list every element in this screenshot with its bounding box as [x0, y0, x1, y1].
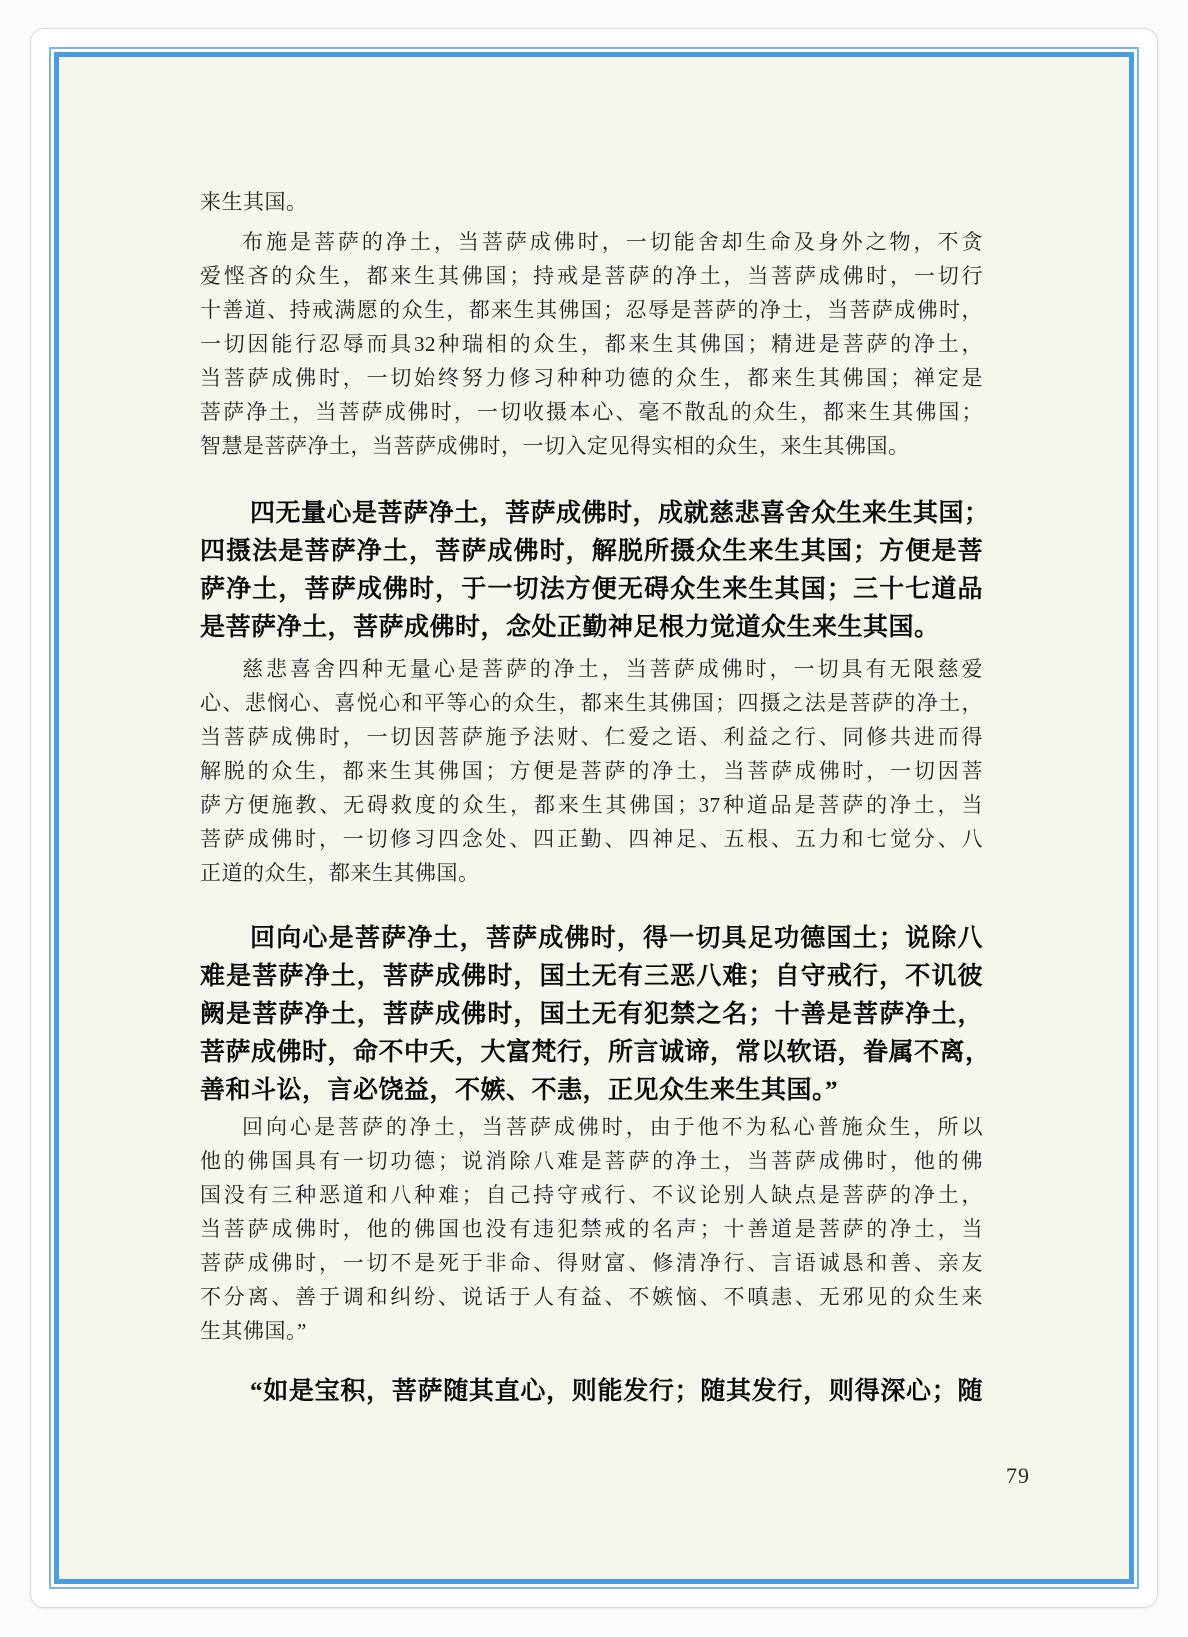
page-number: 79: [1006, 1463, 1030, 1488]
text-line: 不分离、善于调和纠纷、说话于人有益、不嫉恼、不嗔恚、无邪见的众生来: [200, 1285, 983, 1309]
text-line: 萨方便施教、无碍救度的众生，都来生其佛国；37种道品是菩萨的净土，当: [200, 793, 983, 817]
text-line: 一切因能行忍辱而具32种瑞相的众生，都来生其佛国；精进是菩萨的净土，: [200, 332, 983, 356]
book-page-card: [30, 28, 1158, 1608]
text-line: 是菩萨净土，菩萨成佛时，念处正勤神足根力觉道众生来生其国。: [200, 614, 940, 641]
text-line: 国没有三种恶道和八种难；自己持守戒行、不议论别人缺点是菩萨的净土，: [200, 1183, 983, 1207]
commentary-paragraph: [200, 185, 983, 219]
text-line: 善和斗讼，言必饶益，不嫉、不恚，正见众生来生其国。”: [200, 1077, 839, 1104]
text-line: 当菩萨成佛时，一切始终努力修习种种功德的众生，都来生其佛国；禅定是: [200, 366, 983, 390]
text-line: 正道的众生，都来生其佛国。: [200, 861, 480, 885]
page-paper: [59, 57, 1129, 1579]
text-line: 布施是菩萨的净土，当菩萨成佛时，一切能舍却生命及身外之物，不贪: [242, 230, 983, 254]
text-line: 十善道、持戒满愿的众生，都来生其佛国；忍辱是菩萨的净土，当菩萨成佛时，: [200, 298, 983, 322]
text-line: 智慧是菩萨净土，当菩萨成佛时，一切入定见得实相的众生，来生其佛国。: [200, 434, 910, 458]
text-line: 难是菩萨净土，菩萨成佛时，国土无有三恶八难；自守戒行，不讥彼: [200, 963, 983, 990]
decorative-frame-inner: [54, 52, 1134, 1584]
text-line: 他的佛国具有一切功德；说消除八难是菩萨的净土，当菩萨成佛时，他的佛: [200, 1149, 983, 1173]
commentary-paragraph: [200, 1110, 983, 1348]
text-line: 当菩萨成佛时，他的佛国也没有违犯禁戒的名声；十善道是菩萨的净土，当: [200, 1217, 983, 1241]
text-line: 解脱的众生，都来生其佛国；方便是菩萨的净土，当菩萨成佛时，一切因菩: [200, 759, 983, 783]
text-line: 阙是菩萨净土，菩萨成佛时，国土无有犯禁之名；十善是菩萨净土，: [200, 1001, 983, 1028]
text-line: 四摄法是菩萨净土，菩萨成佛时，解脱所摄众生来生其国；方便是菩: [200, 538, 983, 565]
text-line: 爱悭吝的众生，都来生其佛国；持戒是菩萨的净土，当菩萨成佛时，一切行: [200, 264, 983, 288]
text-line: 萨净土，菩萨成佛时，于一切法方便无碍众生来生其国；三十七道品: [200, 576, 983, 603]
text-line: 回向心是菩萨的净土，当菩萨成佛时，由于他不为私心普施众生，所以: [242, 1115, 983, 1139]
text-line: 菩萨成佛时，一切修习四念处、四正勤、四神足、五根、五力和七觉分、八: [200, 827, 983, 851]
text-line: 来生其国。: [200, 190, 308, 214]
decorative-frame-outer: [49, 47, 1139, 1589]
text-line: 心、悲悯心、喜悦心和平等心的众生，都来生其佛国；四摄之法是菩萨的净土，: [200, 691, 983, 715]
sutra-quote-paragraph: [200, 920, 991, 1110]
commentary-paragraph: [200, 225, 983, 463]
text-line: 菩萨净土，当菩萨成佛时，一切收摄本心、毫不散乱的众生，都来生其佛国；: [200, 400, 983, 424]
text-line: 当菩萨成佛时，一切因菩萨施予法财、仁爱之语、利益之行、同修共进而得: [200, 725, 983, 749]
sutra-quote-paragraph: [200, 495, 990, 647]
text-line: 菩萨成佛时，一切不是死于非命、得财富、修清净行、言语诚恳和善、亲友: [200, 1251, 983, 1275]
text-line: 回向心是菩萨净土，菩萨成佛时，得一切具足功德国土；说除八: [250, 925, 983, 952]
text-line: “如是宝积，菩萨随其直心，则能发行；随其发行，则得深心；随: [250, 1378, 983, 1405]
commentary-paragraph: [200, 652, 983, 890]
text-line: 慈悲喜舍四种无量心是菩萨的净土，当菩萨成佛时，一切具有无限慈爱: [242, 657, 983, 681]
text-line: 四无量心是菩萨净土，菩萨成佛时，成就慈悲喜舍众生来生其国；: [250, 500, 990, 527]
text-line: 菩萨成佛时，命不中夭，大富梵行，所言诚谛，常以软语，眷属不离，: [200, 1039, 991, 1066]
text-line: 生其佛国。”: [200, 1319, 307, 1343]
sutra-quote-paragraph: [200, 1373, 983, 1411]
page-text-column: [59, 57, 991, 1411]
